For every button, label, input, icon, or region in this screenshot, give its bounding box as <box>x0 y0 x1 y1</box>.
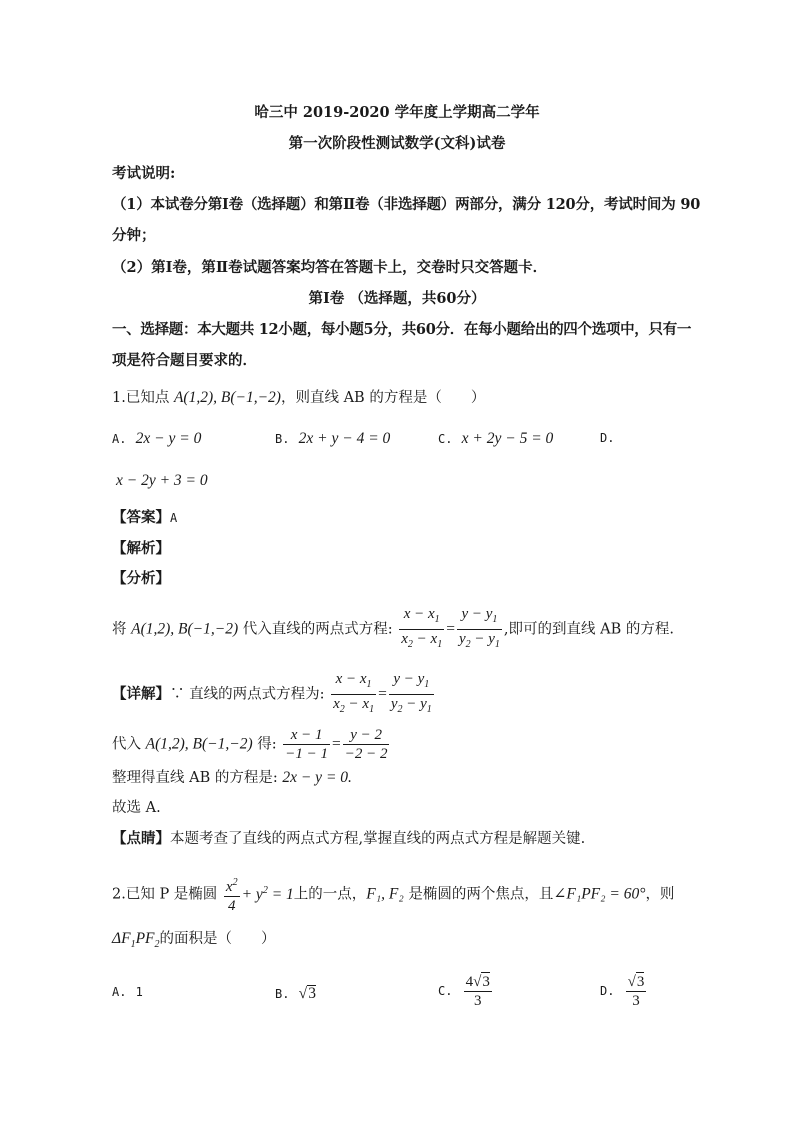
q1-option-a <box>112 431 201 447</box>
detail-formula-y: $\frac{y - y_1}{y_2 - y_1}$ <box>390 671 432 715</box>
q2-option-a <box>112 985 143 1000</box>
q1-fenxi-line: 将 A(1,2), B(−1,−2) 代入直线的两点式方程: $\frac{x - x_1}{x_2 - x_1}$ = $\frac{y - y_1}{y_2 - y_1}$ ,即可的到直线 AB 的方程. <box>112 605 674 654</box>
section-desc-cont: 项是符合题目要求的． <box>112 352 257 369</box>
q2-line2-text: 的面积是（ ） <box>159 931 276 947</box>
q1-fenxi-prefix: 将 <box>112 621 132 638</box>
q1-analysis-tag: 【解析】 <box>112 540 170 557</box>
instruction-item-2: （2）第Ⅰ卷，第Ⅱ卷试题答案均答在答题卡上，交卷时只交答题卡． <box>112 259 548 276</box>
q1-comment-text: 本题考查了直线的两点式方程,掌握直线的两点式方程是解题关键. <box>170 831 586 847</box>
q1-comment-tag: 【点睛】 <box>112 830 170 847</box>
q1-substitute-line: 代入 A(1,2), B(−1,−2) 得: $\frac{x - 1}{-1 - 1}$ = $\frac{y - 2}{-2 - 2}$ <box>112 727 388 762</box>
q1-option-d-label: D. <box>600 431 615 445</box>
q2-option-d-value: $\frac{√3}{3}$ <box>627 974 645 1009</box>
q1-stem-suffix: ，则直线 AB 的方程是（ ） <box>280 390 486 406</box>
q1-option-c-value: x + 2y − 5 = 0 <box>461 430 554 447</box>
two-point-formula-y: $\frac{y - y_1}{y_2 - y_1}$ <box>458 606 500 650</box>
substituted-fraction-x: $\frac{x - 1}{-1 - 1}$ <box>285 727 328 762</box>
instruction-item-1-cont: 分钟； <box>112 227 156 244</box>
q1-stem-points: A(1,2), B(−1,−2) <box>173 389 281 406</box>
q1-stem-prefix: 1.已知点 <box>112 390 174 406</box>
q1-answer-value: A <box>170 511 178 525</box>
q1-option-b <box>275 431 390 447</box>
q1-option-b-value: 2x + y − 4 = 0 <box>298 430 391 447</box>
q1-fenxi-suffix: ,即可的到直线 AB 的方程. <box>503 621 674 638</box>
q2-option-c <box>438 972 494 1010</box>
ellipse-rest: + $y^2 = 1$ <box>241 884 294 903</box>
q1-result-prefix: 整理得直线 AB 的方程是: <box>112 770 278 786</box>
ellipse-fraction: $\frac{x^2}{4}$ <box>224 874 240 915</box>
instruction-item-1: （1）本试卷分第Ⅰ卷（选择题）和第Ⅱ卷（非选择题）两部分，满分 120分，考试时间为 90 <box>112 196 701 213</box>
q1-option-d-value-line <box>116 473 208 489</box>
q1-option-c <box>438 431 553 447</box>
two-point-formula-x: $\frac{x - x_1}{x_2 - x_1}$ <box>401 606 443 650</box>
q2-stem <box>112 874 674 915</box>
q2-angle: ∠F₁PF₂ = 60° <box>553 885 646 903</box>
triangle-symbol: $\Delta F_1PF_2$ <box>112 930 160 951</box>
q1-sub-prefix: 代入 <box>112 736 146 753</box>
section-title: 第Ⅰ卷 （选择题，共60分） <box>308 290 486 307</box>
q2-option-a-value: 1 <box>135 985 143 999</box>
q2-foci: F₁, F₂ <box>366 885 404 903</box>
q2-option-d <box>600 972 648 1010</box>
q2-option-c-label: C. <box>438 984 453 998</box>
q1-detail-line: 【详解】∵ 直线的两点式方程为: $\frac{x - x_1}{x_2 - x_1}$ = $\frac{y - y_1}{y_2 - y_1}$ <box>112 670 436 719</box>
q1-answer-tag: 【答案】 <box>112 509 170 526</box>
section-desc: 一、选择题：本大题共 12小题，每小题5分，共60分．在每小题给出的四个选项中，只有一 <box>112 321 692 338</box>
q2-option-b-label: B. <box>275 987 290 1001</box>
q2-stem-mid: 上的一点， <box>293 886 367 903</box>
q1-fenxi-tag: 【分析】 <box>112 570 170 587</box>
q2-option-a-label: A. <box>112 985 127 999</box>
q2-line2 <box>112 931 276 950</box>
q1-detail-tag: 【详解】 <box>112 685 170 703</box>
q1-option-b-label: B. <box>275 432 290 446</box>
q2-option-b <box>275 985 316 1002</box>
q2-stem-suffix: ，则 <box>645 886 675 903</box>
q1-option-a-label: A. <box>112 432 127 446</box>
q1-option-d <box>600 431 614 446</box>
substituted-fraction-y: $\frac{y - 2}{-2 - 2}$ <box>344 727 388 762</box>
q1-fenxi-points: A(1,2), B(−1,−2) <box>131 620 239 638</box>
instructions-heading: 考试说明: <box>112 165 176 182</box>
q1-answer <box>112 511 177 526</box>
q1-sub-points: A(1,2), B(−1,−2) <box>145 735 253 753</box>
q1-result <box>112 770 352 786</box>
q2-stem-prefix: 2.已知 P 是椭圆 <box>112 886 218 903</box>
q1-fenxi-mid: 代入直线的两点式方程: <box>238 621 393 638</box>
exam-title: 第一次阶段性测试数学(文科)试卷 <box>288 135 506 152</box>
q2-option-c-value: $\frac{4√3}{3}$ <box>465 974 490 1009</box>
school-title: 哈三中 2019-2020 学年度上学期高二学年 <box>254 104 540 121</box>
q2-option-d-label: D. <box>600 984 615 998</box>
q1-option-c-label: C. <box>438 432 453 446</box>
q1-option-d-value: x − 2y + 3 = 0 <box>116 472 208 489</box>
q1-comment <box>112 832 585 847</box>
q1-choose: 故选 A. <box>112 800 161 816</box>
q2-option-b-value: √3 <box>298 985 316 1002</box>
detail-formula-x: $\frac{x - x_1}{x_2 - x_1}$ <box>333 671 375 715</box>
q1-sub-mid: 得: <box>252 736 277 753</box>
q1-stem <box>112 390 485 406</box>
q1-result-eq: 2x − y = 0. <box>282 769 352 786</box>
q1-option-a-value: 2x − y = 0 <box>135 430 202 447</box>
q2-stem-mid2: 是椭圆的两个焦点，且 <box>403 886 554 903</box>
q1-detail-text: ∵ 直线的两点式方程为: <box>170 686 325 703</box>
